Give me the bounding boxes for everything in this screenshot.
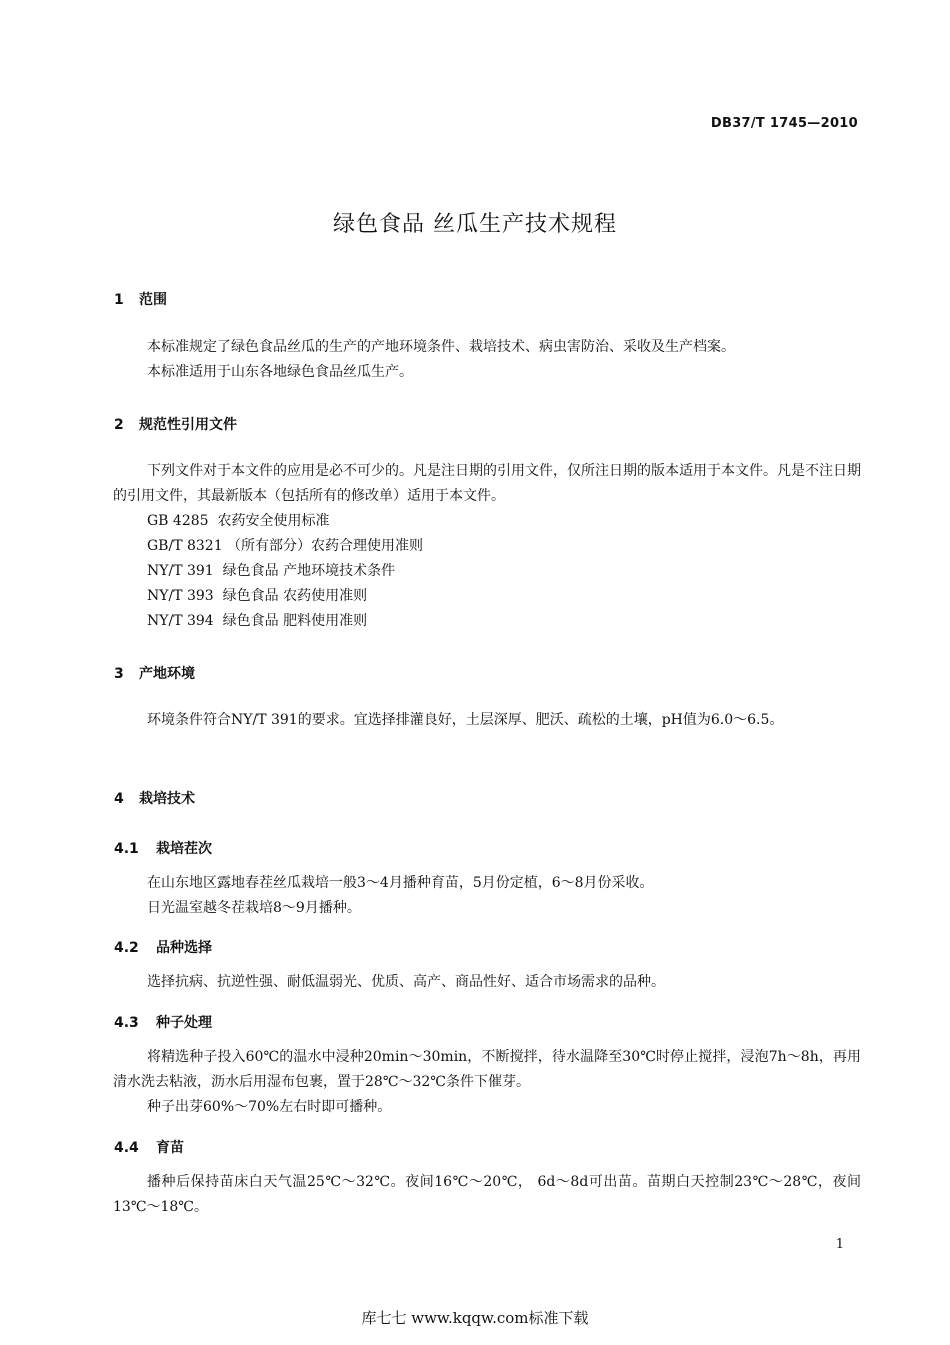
section-4-3-heading: 4.3 种子处理: [114, 1015, 212, 1031]
section-4-4-heading: 4.4 育苗: [114, 1140, 184, 1156]
paragraph: 环境条件符合NY/T 391的要求。宜选择排灌良好，土层深厚、肥沃、疏松的土壤，pH值为6.0～6.5。: [147, 712, 784, 728]
reference-list: [147, 509, 423, 634]
section-1-heading: 1 范围: [114, 292, 167, 308]
document-title: 绿色食品 丝瓜生产技术规程: [333, 212, 617, 237]
section-3-body: [113, 708, 861, 733]
reference-item: GB 4285 农药安全使用标准: [147, 513, 330, 529]
paragraph: 下列文件对于本文件的应用是必不可少的。凡是注日期的引用文件，仅所注日期的版本适用于本文件。凡是不注日期的引用文件，其最新版本（包括所有的修改单）适用于本文件。: [113, 463, 861, 504]
section-1-body: [113, 335, 861, 385]
reference-item: NY/T 393 绿色食品 农药使用准则: [147, 588, 368, 604]
section-4-4-body: [113, 1170, 861, 1220]
standard-code: DB37/T 1745—2010: [710, 116, 858, 131]
paragraph: 日光温室越冬茬栽培8～9月播种。: [147, 900, 361, 916]
section-4-1-body: [113, 871, 861, 921]
paragraph: 本标准适用于山东各地绿色食品丝瓜生产。: [147, 364, 413, 380]
section-3-heading: 3 产地环境: [114, 666, 195, 682]
paragraph: 将精选种子投入60℃的温水中浸种20min～30min，不断搅拌，待水温降至30℃时停止搅拌，浸泡7h～8h，再用清水洗去粘液，沥水后用湿布包裹，置于28℃～32℃条件下催芽。: [113, 1049, 861, 1090]
section-4-3-body: [113, 1045, 861, 1120]
paragraph: 播种后保持苗床白天气温25℃～32℃。夜间16℃～20℃， 6d～8d可出苗。苗期白天控制23℃～28℃，夜间13℃～18℃。: [113, 1174, 861, 1215]
section-4-heading: 4 栽培技术: [114, 791, 195, 807]
paragraph: 在山东地区露地春茬丝瓜栽培一般3～4月播种育苗，5月份定植，6～8月份采收。: [147, 875, 654, 891]
section-2-heading: 2 规范性引用文件: [114, 417, 237, 433]
reference-item: NY/T 391 绿色食品 产地环境技术条件: [147, 563, 396, 579]
paragraph: 本标准规定了绿色食品丝瓜的生产的产地环境条件、栽培技术、病虫害防治、采收及生产档案。: [147, 339, 735, 355]
paragraph: 选择抗病、抗逆性强、耐低温弱光、优质、高产、商品性好、适合市场需求的品种。: [147, 974, 665, 990]
footer-watermark: 库七七 www.kqqw.com标准下载: [361, 1309, 589, 1327]
reference-item: GB/T 8321 （所有部分）农药合理使用准则: [147, 538, 424, 554]
paragraph: 种子出芽60%～70%左右时即可播种。: [147, 1099, 392, 1115]
section-4-1-heading: 4.1 栽培茬次: [114, 841, 212, 857]
section-2-body: [113, 459, 861, 509]
page-number: 1: [835, 1237, 844, 1252]
section-4-2-heading: 4.2 品种选择: [114, 940, 212, 956]
reference-item: NY/T 394 绿色食品 肥料使用准则: [147, 613, 368, 629]
section-4-2-body: [113, 970, 861, 995]
